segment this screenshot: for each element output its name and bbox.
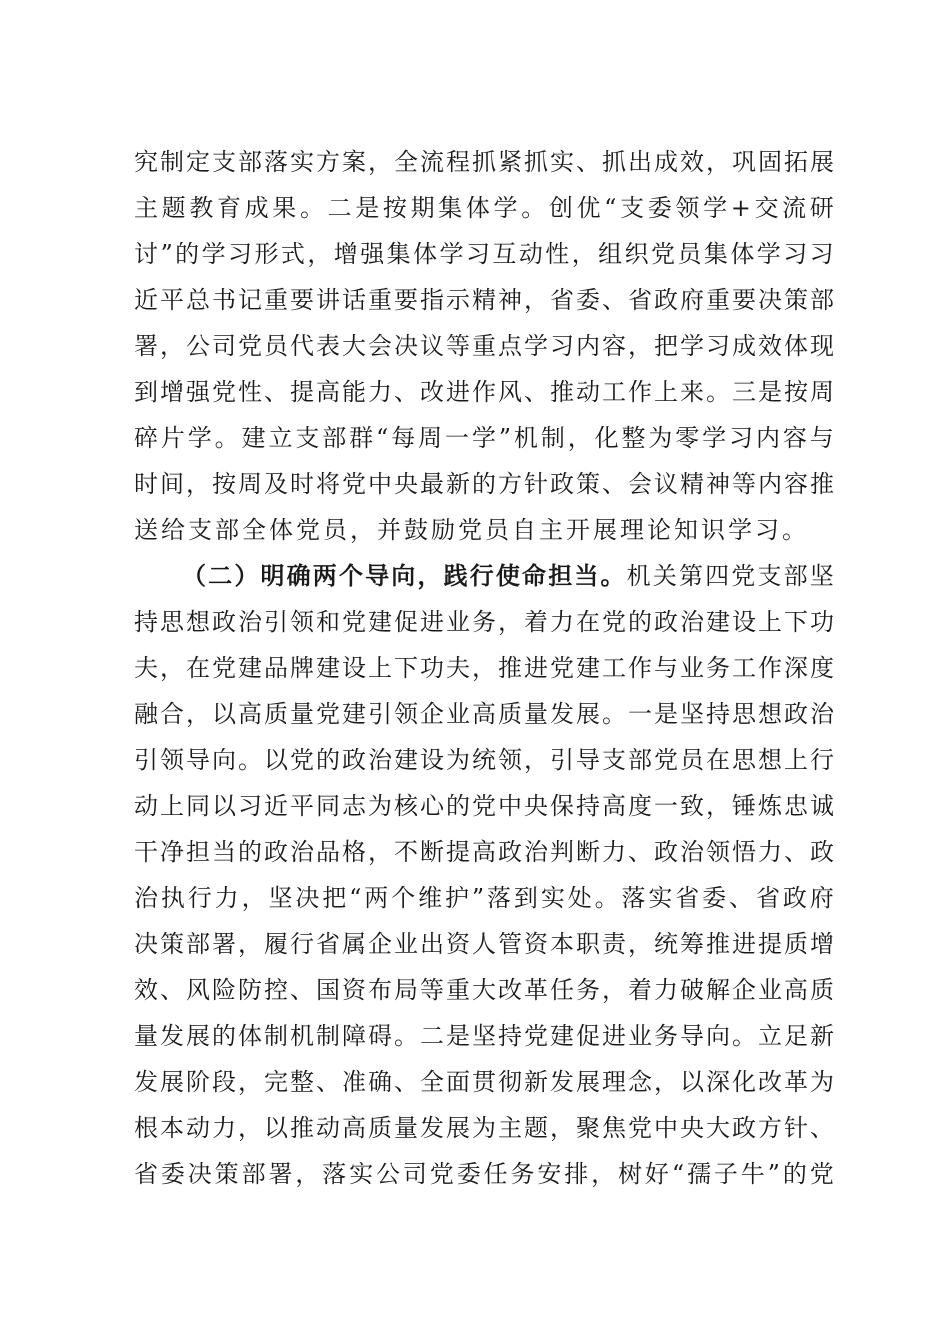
text-line: 发 展 阶 段 ， 完 整 、 准 确 、 全 面 贯 彻 新 发 展 理 念 ， 以 深 化 改 革 为 [134,1068,834,1096]
text-line: 效 、 风 险 防 控 、 国 资 布 局 等 重 大 改 革 任 务 ， 着 力 破 解 企 业 高 质 [134,976,834,1004]
text-line: 究 制 定 支 部 落 实 方 案 ， 全 流 程 抓 紧 抓 实 、 抓 出 成 效 ， 巩 固 拓 展 [134,148,834,176]
text-line: 决 策 部 署 ， 履 行 省 属 企 业 出 资 人 管 资 本 职 责 ， 统 筹 推 进 提 质 增 [134,930,834,958]
document-body [134,139,834,1197]
text-line: 送 给 支 部 全 体 党 员 ， 并 鼓 励 党 员 自 主 开 展 理 论 知 识 学 习 。 [134,516,809,544]
text-line: 引 领 导 向 。 以 党 的 政 治 建 设 为 统 领 ， 引 导 支 部 党 员 在 思 想 上 行 [134,746,834,774]
text-line: 根 本 动 力 ， 以 推 动 高 质 量 发 展 为 主 题 ， 聚 焦 党 中 央 大 政 方 针 、 [134,1114,834,1142]
text-line: 治 执 行 力 ， 坚 决 把 “ 两 个 维 护 ” 落 到 实 处 。 落 实 省 委 、 省 政 府 [134,884,834,912]
text-line: 融 合 ， 以 高 质 量 党 建 引 领 企 业 高 质 量 发 展 。 一 是 坚 持 思 想 政 治 [134,700,834,728]
text-line: 量 发 展 的 体 制 机 制 障 碍 。 二 是 坚 持 党 建 促 进 业 务 导 向 。 立 足 新 [134,1022,834,1050]
text-line: 近 平 总 书 记 重 要 讲 话 重 要 指 示 精 神 ， 省 委 、 省 政 府 重 要 决 策 部 [134,286,834,314]
text-line: 署 ， 公 司 党 员 代 表 大 会 决 议 等 重 点 学 习 内 容 ， 把 学 习 成 效 体 现 [134,332,834,360]
text-line: 讨 ” 的 学 习 形 式 ， 增 强 集 体 学 习 互 动 性 ， 组 织 党 员 集 体 学 习 习 [134,240,834,268]
text-line: 动 上 同 以 习 近 平 同 志 为 核 心 的 党 中 央 保 持 高 度 一 致 ， 锤 炼 忠 诚 [134,792,834,820]
text-line: 碎 片 学 。 建 立 支 部 群 “ 每 周 一 学 ” 机 制 ， 化 整 为 零 学 习 内 容 与 [134,424,834,452]
text-line: 干 净 担 当 的 政 治 品 格 ， 不 断 提 高 政 治 判 断 力 、 政 治 领 悟 力 、 政 [134,838,834,866]
text-line: 主 题 教 育 成 果 。 二 是 按 期 集 体 学 。 创 优 “ 支 委 领 学 + 交 流 研 [134,194,834,222]
text-line: 到 增 强 党 性 、 提 高 能 力 、 改 进 作 风 、 推 动 工 作 上 来 。 三 是 按 周 [134,378,834,406]
text-line: 省 委 决 策 部 署 ， 落 实 公 司 党 委 任 务 安 排 ， 树 好 “ 孺 子 牛 ” 的 党 [134,1160,834,1188]
text-line: 时 间 ， 按 周 及 时 将 党 中 央 最 新 的 方 针 政 策 、 会 议 精 神 等 内 容 推 [134,470,834,498]
text-line: 夫 ， 在 党 建 品 牌 建 设 上 下 功 夫 ， 推 进 党 建 工 作 与 业 务 工 作 深 度 [134,654,834,682]
text-line: 持 思 想 政 治 引 领 和 党 建 促 进 业 务 ， 着 力 在 党 的 政 治 建 设 上 下 功 [134,608,834,636]
text-line: （ 二 ） 明 确 两 个 导 向 ， 践 行 使 命 担 当 。 机 关 第 四 党 支 部 坚 [182,561,834,590]
